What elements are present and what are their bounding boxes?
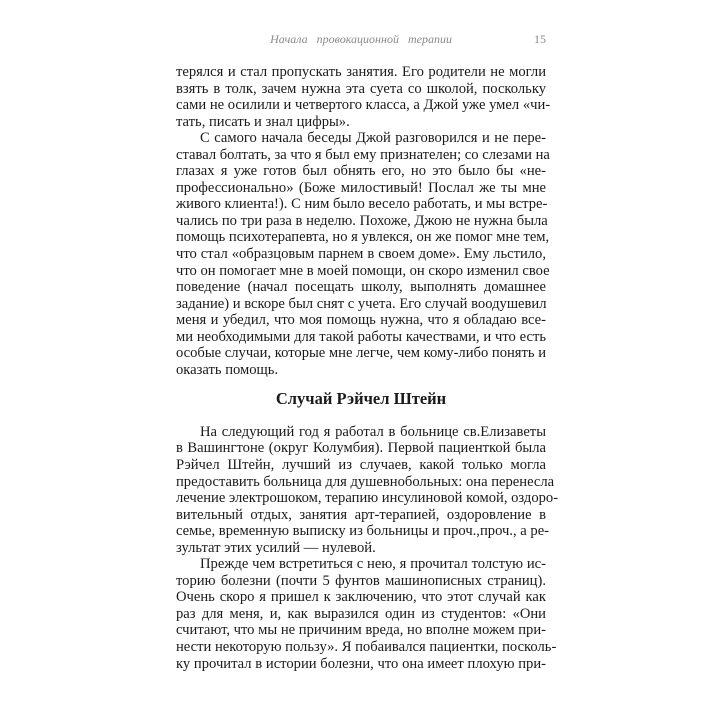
text-line: лечение электрошоком, терапию инсулиновой комой, оздоро- — [176, 490, 559, 507]
text-line: Очень скоро я пришел к заключению, что этот случай как — [176, 589, 546, 606]
text-line: Прежде чем встретиться с нею, я прочитал толстую ис- — [200, 556, 546, 573]
text-line: тать, писать и знал цифры». — [176, 113, 350, 130]
text-line: меня и убедил, что моя помощь нужна, что я обладаю все- — [176, 312, 546, 329]
text-line: На следующий год я работал в больнице св.Елизаветы — [200, 423, 546, 440]
text-line: оказать помощь. — [176, 361, 279, 378]
text-line: в Вашингтоне (округ Колумбия). Первой пациенткой была — [176, 440, 546, 457]
text-line: помощь психотерапевта, но я увлекся, он же помог мне тем, — [176, 229, 550, 246]
text-line: зультат этих усилий — нулевой. — [176, 539, 376, 556]
text-line: профессионально» (Боже милостивый! Послал же ты мне — [176, 179, 546, 196]
text-line: ку прочитал в истории болезни, что она имеет плохую при- — [176, 655, 546, 672]
text-line: предоставить больница для душевнобольных: она перенесла — [176, 473, 555, 490]
running-title: Начала провокационной терапии — [270, 32, 452, 46]
text-line: особые случаи, которые мне легче, чем кому-либо понять и — [176, 345, 547, 362]
text-line: задание) и вскоре был снят с учета. Его случай воодушевил — [176, 295, 547, 312]
text-line: чались по три раза в неделю. Похоже, Джою не нужна была — [176, 212, 548, 229]
text-line: считают, что мы не причиним вреда, но вполне можем при- — [176, 622, 546, 639]
text-line: нести некоторую пользу». Я побаивался пациентки, посколь- — [176, 639, 557, 655]
text-line: сами не осилили и четвертого класса, а Джой уже умел «чи- — [176, 97, 551, 114]
text-line: ми необходимыми для такой работы качествами, и что есть — [176, 328, 546, 345]
page-number: 15 — [534, 32, 546, 46]
text-line: Рэйчел Штейн, лучший из случаев, какой только могла — [176, 456, 546, 473]
text-line: семье, временную выписку из больницы и проч.,проч., а ре- — [176, 523, 550, 540]
text-line: глазах я уже готов был обнять его, но это было бы «не- — [176, 163, 546, 180]
running-head — [176, 32, 546, 48]
section-heading: Случай Рэйчел Штейн — [275, 389, 447, 409]
text-line: поведение (начал посещать школу, выполнять домашнее — [176, 279, 546, 296]
text-line: взять в толк, зачем нужна эта суета со школой, поскольку — [176, 80, 546, 97]
text-line: что он помогает мне в моей помощи, он скоро изменил свое — [176, 262, 550, 279]
page-body — [176, 64, 559, 672]
text-line: вительный отдых, занятия арт-терапией, оздоровление в — [176, 506, 546, 523]
text-line: С самого начала беседы Джой разговорился и не пере- — [200, 130, 546, 147]
text-line: терялся и стал пропускать занятия. Его родители не могли — [176, 64, 546, 80]
text-line: что стал «образцовым парнем в своем доме». Ему льстило, — [176, 246, 546, 263]
text-line: раз для меня, и, как выразился один из студентов: «Они — [176, 605, 546, 622]
text-line: торию болезни (почти 5 фунтов машинописных страниц). — [176, 572, 546, 589]
text-line: ставал болтать, за что я был ему признателен; со слезами на — [176, 146, 550, 163]
text-line: живого клиента!). С ним было весело работать, и мы встре- — [176, 196, 548, 213]
